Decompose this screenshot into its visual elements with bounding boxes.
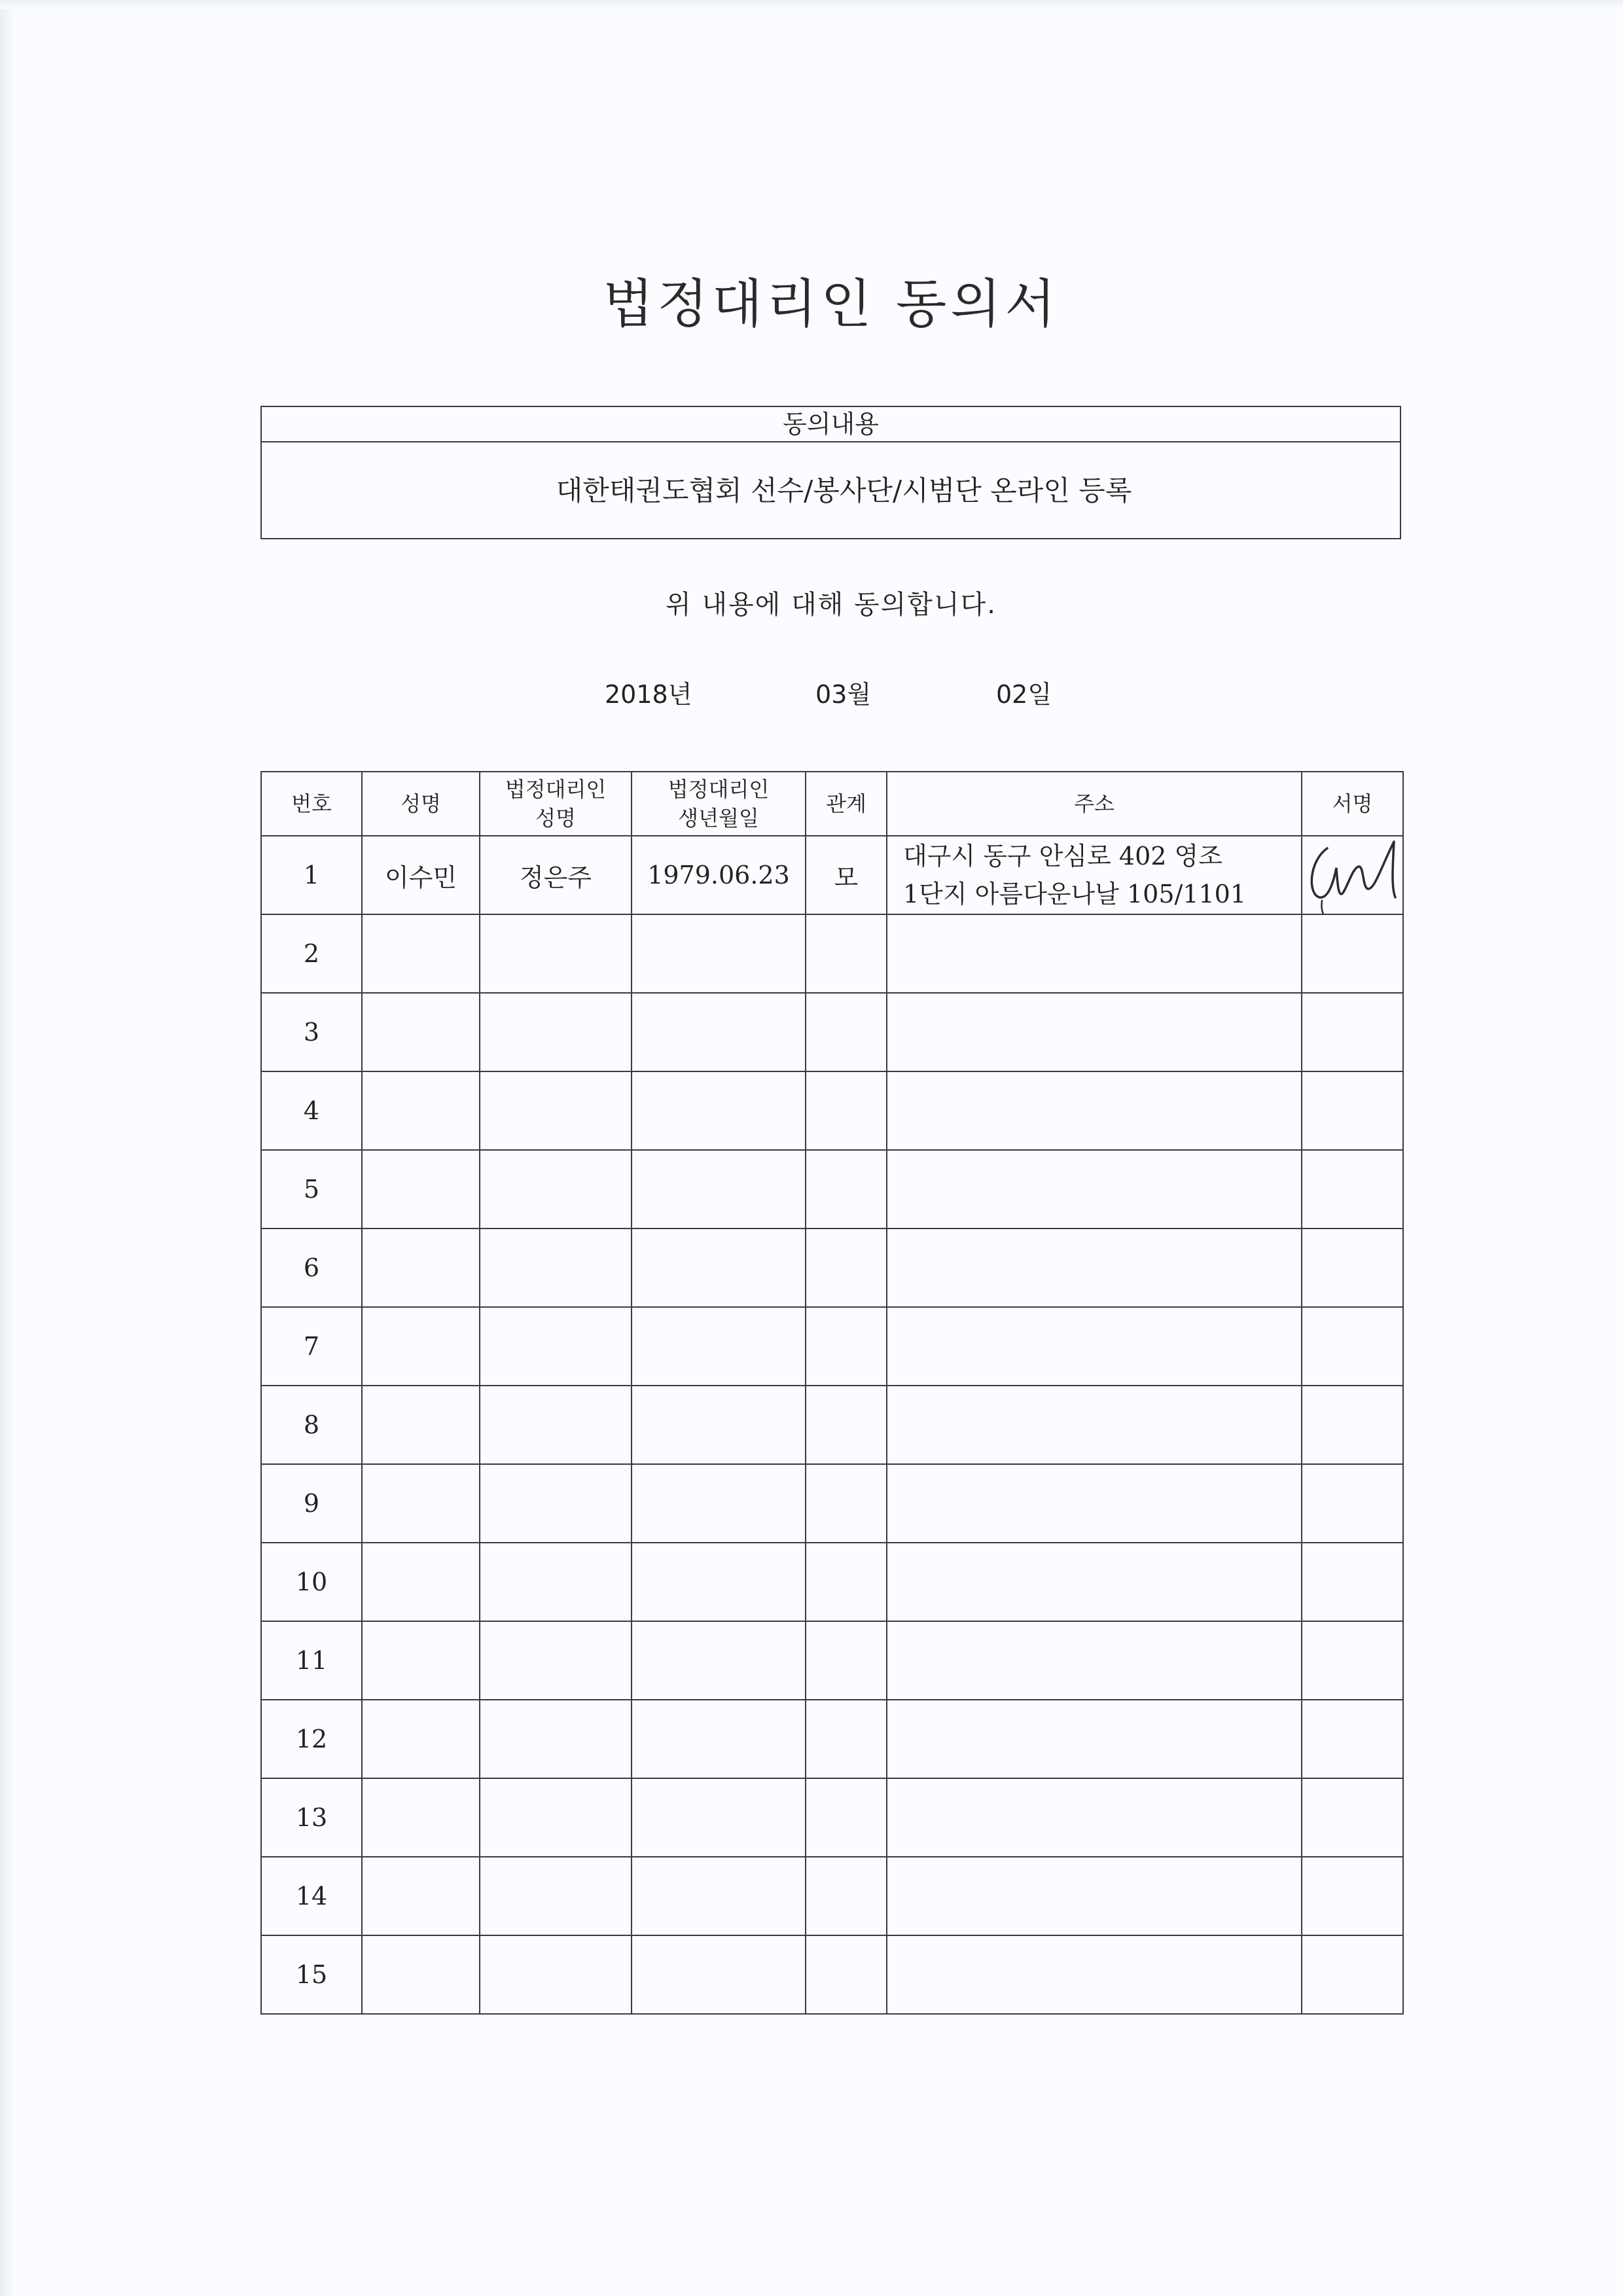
- cell-signature: [1302, 1700, 1403, 1778]
- cell-no: 5: [261, 1150, 362, 1229]
- header-guardian-name-line2: 성명: [535, 806, 576, 831]
- cell-guardian-birth: [632, 993, 806, 1071]
- cell-guardian-name: 정은주: [480, 836, 632, 914]
- cell-no: 12: [261, 1700, 362, 1778]
- header-address: 주소: [887, 772, 1302, 836]
- table-row: [261, 1150, 1403, 1229]
- cell-signature: [1302, 1621, 1403, 1700]
- header-guardian-name: [480, 772, 632, 836]
- cell-guardian-birth: [632, 1778, 806, 1857]
- cell-guardian-name: [480, 1935, 632, 2014]
- cell-address: [887, 1386, 1302, 1464]
- cell-no: 6: [261, 1229, 362, 1307]
- table-row: [261, 1307, 1403, 1386]
- cell-relation: [806, 1386, 887, 1464]
- header-guardian-name-line1: 법정대리인: [505, 777, 607, 802]
- cell-relation: [806, 1150, 887, 1229]
- cell-relation: [806, 1935, 887, 2014]
- cell-guardian-name: [480, 1621, 632, 1700]
- cell-guardian-birth: [632, 1464, 806, 1543]
- cell-no: 4: [261, 1071, 362, 1150]
- cell-relation: [806, 914, 887, 993]
- cell-guardian-birth: [632, 1700, 806, 1778]
- cell-relation: [806, 1621, 887, 1700]
- cell-no: 13: [261, 1778, 362, 1857]
- cell-no: 10: [261, 1543, 362, 1621]
- cell-signature: [1302, 1778, 1403, 1857]
- cell-signature: [1302, 1150, 1403, 1229]
- cell-address: [887, 1307, 1302, 1386]
- cell-relation: [806, 1229, 887, 1307]
- cell-guardian-name: [480, 1857, 632, 1935]
- header-guardian-birth: [632, 772, 806, 836]
- table-row: [261, 1464, 1403, 1543]
- header-guardian-birth-line2: 생년월일: [678, 806, 759, 831]
- cell-signature: [1302, 1307, 1403, 1386]
- cell-guardian-name: [480, 993, 632, 1071]
- cell-name: [362, 993, 480, 1071]
- cell-relation: 모: [806, 836, 887, 914]
- cell-signature: [1302, 993, 1403, 1071]
- cell-no: 15: [261, 1935, 362, 2014]
- cell-relation: [806, 1857, 887, 1935]
- cell-guardian-birth: [632, 914, 806, 993]
- cell-name: 이수민: [362, 836, 480, 914]
- cell-guardian-birth: [632, 1229, 806, 1307]
- cell-address: [887, 1150, 1302, 1229]
- cell-no: 3: [261, 993, 362, 1071]
- cell-guardian-birth: [632, 1857, 806, 1935]
- table-row: [261, 1857, 1403, 1935]
- cell-address: [887, 1778, 1302, 1857]
- cell-name: [362, 1778, 480, 1857]
- cell-name: [362, 1307, 480, 1386]
- cell-guardian-birth: [632, 1386, 806, 1464]
- cell-address: [887, 1464, 1302, 1543]
- cell-signature: [1302, 836, 1403, 914]
- cell-relation: [806, 1700, 887, 1778]
- cell-address: [887, 914, 1302, 993]
- cell-address: [887, 1229, 1302, 1307]
- cell-no: 2: [261, 914, 362, 993]
- cell-guardian-name: [480, 1150, 632, 1229]
- cell-guardian-name: [480, 1778, 632, 1857]
- address-line2: 1단지 아름다운나날 105/1101: [903, 880, 1247, 908]
- header-no: 번호: [261, 772, 362, 836]
- date-month: 03월: [815, 680, 872, 709]
- cell-signature: [1302, 914, 1403, 993]
- cell-relation: [806, 1071, 887, 1150]
- cell-no: 7: [261, 1307, 362, 1386]
- cell-guardian-name: [480, 1543, 632, 1621]
- cell-name: [362, 1229, 480, 1307]
- table-row: [261, 1621, 1403, 1700]
- cell-address: [887, 1935, 1302, 2014]
- address-line1: 대구시 동구 안심로 402 영조: [903, 842, 1222, 870]
- scan-edge: [0, 0, 14, 2296]
- cell-relation: [806, 1543, 887, 1621]
- table-row: [261, 1386, 1403, 1464]
- cell-signature: [1302, 1464, 1403, 1543]
- cell-guardian-name: [480, 1071, 632, 1150]
- cell-signature: [1302, 1071, 1403, 1150]
- table-header-row: [261, 772, 1403, 836]
- cell-no: 9: [261, 1464, 362, 1543]
- cell-address: [887, 1857, 1302, 1935]
- table-row: [261, 836, 1403, 914]
- cell-signature: [1302, 1857, 1403, 1935]
- table-row: [261, 1229, 1403, 1307]
- consent-body: 대한태권도협회 선수/봉사단/시범단 온라인 등록: [556, 475, 1132, 507]
- cell-no: 1: [261, 836, 362, 914]
- cell-relation: [806, 1307, 887, 1386]
- cell-guardian-name: [480, 1229, 632, 1307]
- header-guardian-birth-line1: 법정대리인: [668, 777, 770, 802]
- cell-guardian-birth: [632, 1071, 806, 1150]
- table-row: [261, 993, 1403, 1071]
- cell-guardian-birth: [632, 1543, 806, 1621]
- consent-box: [260, 406, 1401, 539]
- cell-guardian-name: [480, 1307, 632, 1386]
- consent-header: 동의내용: [262, 407, 1400, 442]
- table-row: [261, 914, 1403, 993]
- cell-relation: [806, 1464, 887, 1543]
- table-row: [261, 1071, 1403, 1150]
- cell-name: [362, 1700, 480, 1778]
- date-year: 2018년: [605, 680, 692, 709]
- cell-guardian-birth: [632, 1621, 806, 1700]
- table-row: [261, 1543, 1403, 1621]
- cell-signature: [1302, 1386, 1403, 1464]
- cell-name: [362, 1857, 480, 1935]
- cell-name: [362, 914, 480, 993]
- registration-table: [260, 771, 1404, 2015]
- header-signature: 서명: [1302, 772, 1403, 836]
- cell-address: [887, 1621, 1302, 1700]
- cell-name: [362, 1071, 480, 1150]
- cell-signature: [1302, 1543, 1403, 1621]
- cell-signature: [1302, 1229, 1403, 1307]
- cell-no: 14: [261, 1857, 362, 1935]
- cell-name: [362, 1543, 480, 1621]
- table-row: [261, 1778, 1403, 1857]
- signature-icon: [1302, 836, 1403, 914]
- cell-signature: [1302, 1935, 1403, 2014]
- cell-guardian-name: [480, 1386, 632, 1464]
- cell-no: 8: [261, 1386, 362, 1464]
- cell-name: [362, 1386, 480, 1464]
- cell-guardian-birth: 1979.06.23: [632, 836, 806, 914]
- cell-guardian-birth: [632, 1935, 806, 2014]
- cell-guardian-birth: [632, 1150, 806, 1229]
- cell-address: [887, 1700, 1302, 1778]
- cell-address: [887, 836, 1302, 914]
- table-row: [261, 1700, 1403, 1778]
- scan-edge: [0, 0, 1623, 9]
- cell-guardian-name: [480, 1700, 632, 1778]
- agree-statement: 위 내용에 대해 동의합니다.: [666, 590, 997, 620]
- cell-address: [887, 1071, 1302, 1150]
- header-name: 성명: [362, 772, 480, 836]
- cell-name: [362, 1150, 480, 1229]
- header-relation: 관계: [806, 772, 887, 836]
- cell-address: [887, 1543, 1302, 1621]
- table-row: [261, 1935, 1403, 2014]
- date-day: 02일: [996, 680, 1052, 709]
- document-title: 법정대리인 동의서: [603, 274, 1060, 334]
- cell-name: [362, 1935, 480, 2014]
- cell-guardian-name: [480, 1464, 632, 1543]
- cell-address: [887, 993, 1302, 1071]
- cell-name: [362, 1621, 480, 1700]
- cell-relation: [806, 1778, 887, 1857]
- cell-relation: [806, 993, 887, 1071]
- cell-name: [362, 1464, 480, 1543]
- cell-guardian-name: [480, 914, 632, 993]
- cell-no: 11: [261, 1621, 362, 1700]
- cell-guardian-birth: [632, 1307, 806, 1386]
